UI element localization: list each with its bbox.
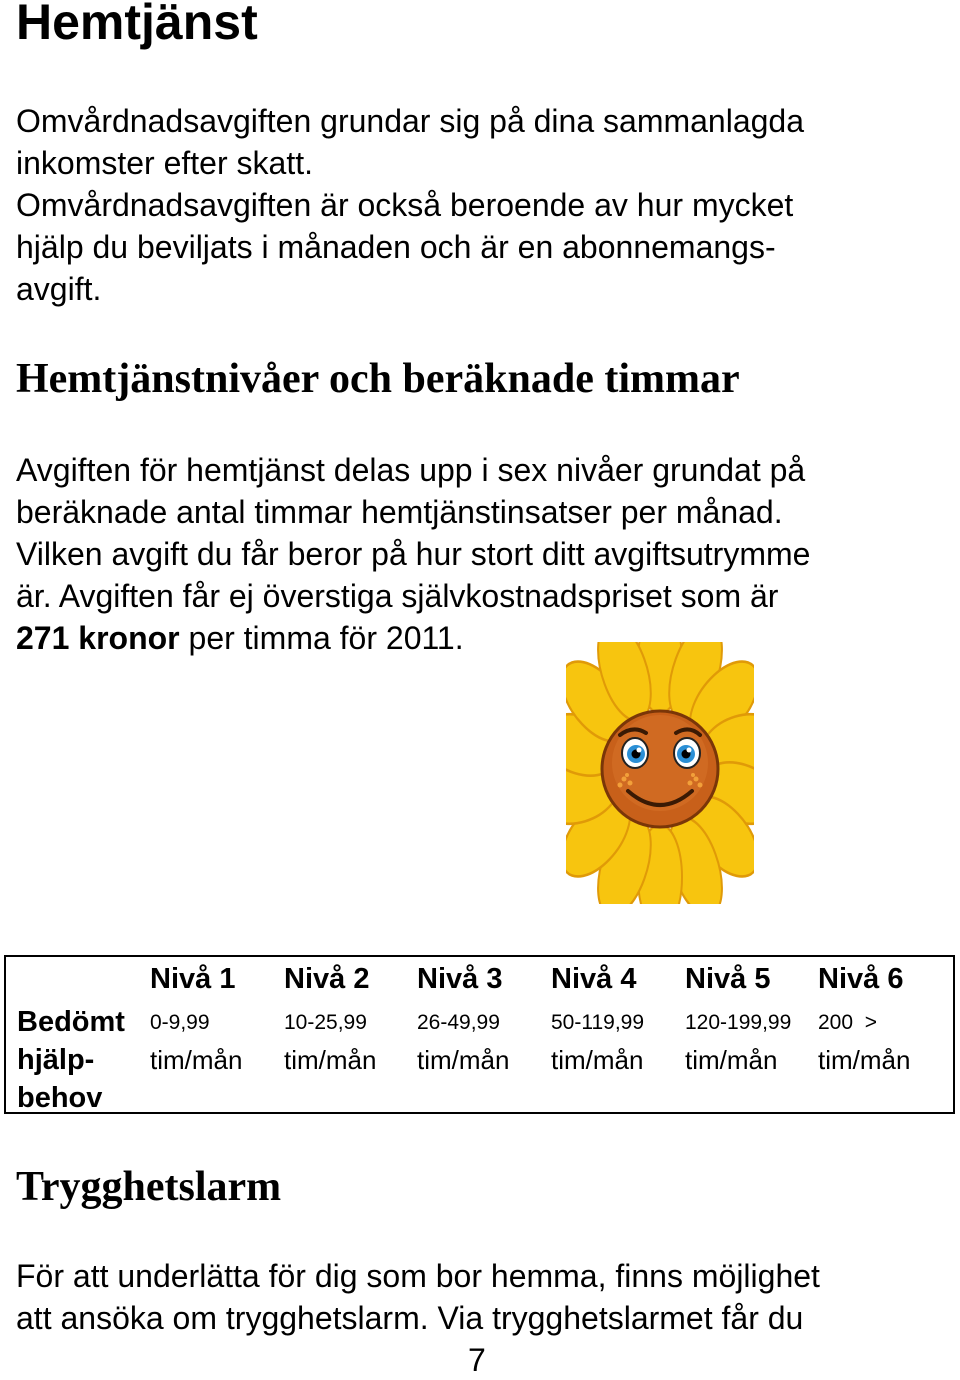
level-range: 50-119,99 [551, 1011, 645, 1034]
level-unit: tim/mån [818, 1045, 911, 1075]
alarm-line: att ansöka om trygghetslarm. Via trygghetslarmet får du [16, 1300, 804, 1336]
level-range: 10-25,99 [284, 1011, 367, 1034]
level-range: 200 > [818, 1011, 877, 1034]
level-header: Nivå 4 [551, 963, 637, 995]
row-label-line: behov [17, 1082, 103, 1114]
left-eye-shine [637, 748, 642, 753]
right-eye-shine [687, 748, 692, 753]
level-header: Nivå 1 [150, 963, 236, 995]
level-header: Nivå 2 [284, 963, 370, 995]
page-title: Hemtjänst [16, 0, 258, 50]
level-unit: tim/mån [551, 1045, 644, 1075]
level-header: Nivå 6 [818, 963, 904, 995]
levels-line: är. Avgiften får ej överstiga självkostnadspriset som är [16, 578, 779, 614]
levels-table [4, 955, 955, 1114]
levels-line: Vilken avgift du får beror på hur stort ditt avgiftsutrymme [16, 536, 811, 572]
level-unit: tim/mån [417, 1045, 510, 1075]
intro-line: inkomster efter skatt. [16, 145, 313, 181]
alarm-heading: Trygghetslarm [16, 1164, 282, 1210]
level-unit: tim/mån [685, 1045, 778, 1075]
levels-heading: Hemtjänstnivåer och beräknade timmar [16, 356, 740, 402]
intro-line: avgift. [16, 271, 102, 307]
intro-line: hjälp du beviljats i månaden och är en abonnemangs- [16, 229, 776, 265]
intro-line: Omvårdnadsavgiften är också beroende av hur mycket [16, 187, 794, 223]
level-range: 120-199,99 [685, 1011, 792, 1034]
price-text: per timma för 2011. [179, 620, 464, 656]
levels-paragraph [16, 449, 946, 659]
sunflower-icon [566, 642, 754, 904]
page-number: 7 [468, 1342, 486, 1378]
level-unit: tim/mån [150, 1045, 243, 1075]
row-label [17, 1003, 125, 1117]
intro-paragraph [16, 100, 946, 310]
alarm-paragraph [16, 1255, 946, 1339]
level-range: 0-9,99 [150, 1011, 210, 1034]
levels-line: Avgiften för hemtjänst delas upp i sex nivåer grundat på [16, 452, 806, 488]
levels-line: beräknade antal timmar hemtjänstinsatser per månad. [16, 494, 783, 530]
level-header: Nivå 5 [685, 963, 771, 995]
row-label-line: hjälp- [17, 1044, 95, 1076]
price-amount: 271 kronor [16, 620, 180, 656]
intro-line: Omvårdnadsavgiften grundar sig på dina sammanlagda [16, 103, 805, 139]
alarm-line: För att underlätta för dig som bor hemma, finns möjlighet [16, 1258, 820, 1294]
level-unit: tim/mån [284, 1045, 377, 1075]
level-header: Nivå 3 [417, 963, 503, 995]
level-range: 26-49,99 [417, 1011, 500, 1034]
row-label-line: Bedömt [17, 1006, 125, 1038]
